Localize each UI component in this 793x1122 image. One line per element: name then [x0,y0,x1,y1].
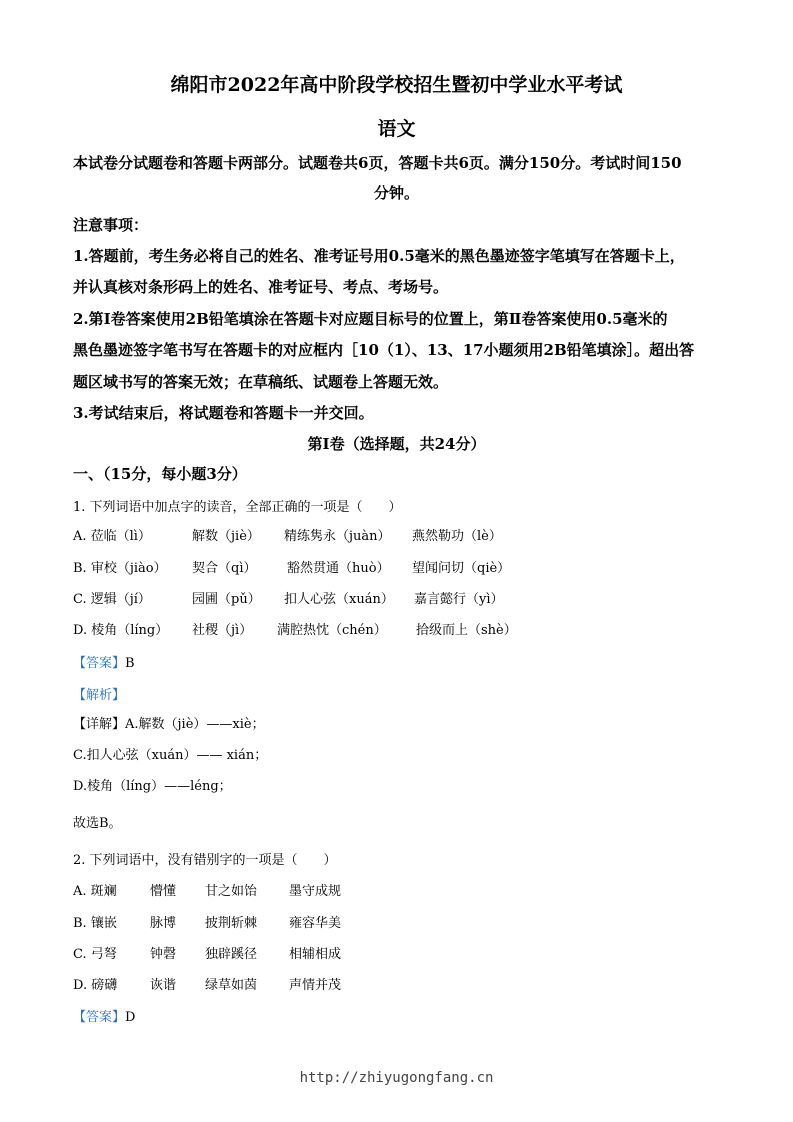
notice-line: 黑色墨迹签字笔书写在答题卡的对应框内［10（1）、13、17小题须用2B铅笔填涂］。超出答 [73,341,695,359]
q1-analysis-tag: 【解析】 [73,688,126,703]
q2-option-d-3: 绿草如茵 [205,978,258,993]
q2-stem: 2. 下列词语中，没有错别字的一项是（ ） [73,853,337,868]
notice-line: 题区域书写的答案无效；在草稿纸、试题卷上答题无效。 [73,373,449,391]
q2-option-a-3: 甘之如饴 [205,884,258,899]
q2-option-b-4: 雍容华美 [289,916,342,931]
q2-answer: D [125,1010,136,1025]
q2-option-b-3: 披荆斩棘 [205,916,258,931]
q1-option-d-3: 满腔热忱（chén） [277,623,387,638]
q1-option-d-4: 拾级而上（shè） [416,623,517,638]
answer-tag: 【答案】 [73,656,126,671]
q2-option-d-1: D. 磅礴 [73,978,118,993]
q1-option-c-3: 扣人心弦（xuán） [284,592,394,607]
q1-option-b-3: 豁然贯通（huò） [287,561,390,576]
subject-heading: 语文 [377,118,416,140]
footer-url[interactable]: http://zhiyugongfang.cn [299,1070,494,1086]
q1-stem: 1. 下列词语中加点字的读音，全部正确的一项是（ ） [73,500,402,515]
q1-option-a-1: A. 莅临（lì） [73,529,151,544]
section-title: 第Ⅰ卷（选择题，共24分） [307,435,486,453]
intro-line-2: 分钟。 [373,184,419,202]
notice-line: 3.考试结束后，将试题卷和答题卡一并交回。 [73,404,374,422]
q1-option-a-2: 解数（jiè） [192,529,260,544]
q2-option-b-2: 脉博 [150,916,177,931]
intro-line-1: 本试卷分试题卷和答题卡两部分。试题卷共6页，答题卡共6页。满分150分。考试时间150 [73,154,682,172]
q1-option-b-2: 契合（qì） [192,561,257,576]
part1-heading: 一、（15分，每小题3分） [73,465,247,483]
notice-line: 1.答题前，考生务必将自己的姓名、准考证号用0.5毫米的黑色墨迹签字笔填写在答题卡上， [73,247,685,265]
q1-detail-line: 【详解】A.解数（jiè）——xiè； [73,717,265,732]
q1-option-b-4: 望闻问切（qiè） [412,561,511,576]
q2-option-c-4: 相辅相成 [289,947,342,962]
q2-option-c-3: 独辟蹊径 [205,947,258,962]
q1-option-b-1: B. 审校（jiào） [73,561,167,576]
q1-option-c-4: 嘉言懿行（yì） [414,592,504,607]
q2-option-b-1: B. 镶嵌 [73,916,117,931]
q2-option-d-2: 诙谐 [150,978,177,993]
q1-option-d-2: 社稷（jì） [192,623,253,638]
exam-title: 绵阳市2022年高中阶段学校招生暨初中学业水平考试 [170,74,623,96]
notice-heading: 注意事项： [73,216,149,234]
q1-option-a-3: 精练隽永（juàn） [284,529,391,544]
q1-answer-line [73,652,135,671]
answer-tag: 【答案】 [73,1010,126,1025]
notice-line: 并认真核对条形码上的姓名、准考证号、考点、考场号。 [73,278,449,296]
q2-option-d-4: 声情并茂 [289,978,342,993]
q2-option-a-2: 懵懂 [150,884,177,899]
q1-conclusion: 故选B。 [73,816,122,831]
q1-option-a-4: 燕然勒功（lè） [412,529,502,544]
q2-option-c-1: C. 弓弩 [73,947,117,962]
q2-option-a-4: 墨守成规 [289,884,342,899]
q2-answer-line [73,1006,135,1025]
q1-detail-line: C.扣人心弦（xuán）—— xián； [73,748,268,763]
notice-line: 2.第Ⅰ卷答案使用2B铅笔填涂在答题卡对应题目标号的位置上，第Ⅱ卷答案使用0.5毫米的 [73,310,668,328]
q1-option-d-1: D. 棱角（líng） [73,623,169,638]
q1-detail-line: D.棱角（líng）——léng； [73,779,232,794]
q1-option-c-2: 园圃（pǔ） [192,592,261,607]
q1-option-c-1: C. 逻辑（jí） [73,592,151,607]
q2-option-c-2: 钟磬 [150,947,177,962]
q1-answer: B [125,656,135,671]
q2-option-a-1: A. 斑斓 [73,884,117,899]
